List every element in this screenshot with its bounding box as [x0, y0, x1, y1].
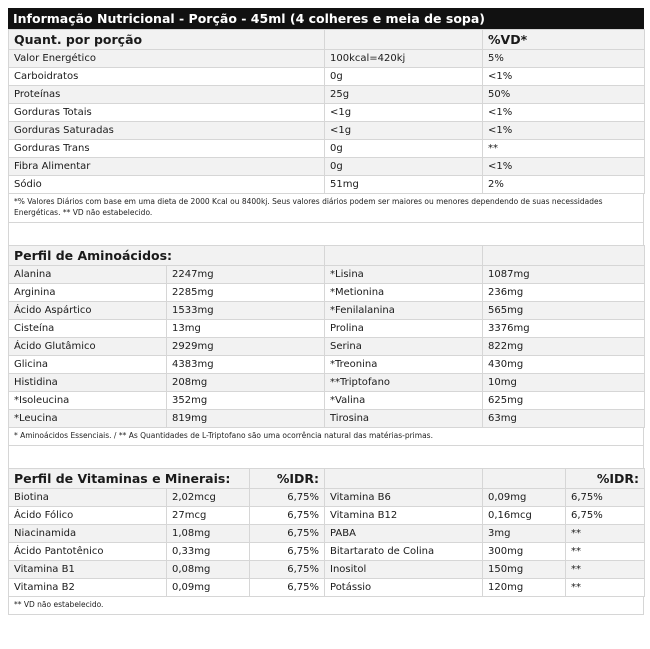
nutrition-row — [9, 140, 645, 158]
vitamin-amount: 150mg — [483, 561, 566, 579]
amino-row — [9, 338, 645, 356]
nutrition-row — [9, 50, 645, 68]
amino-name: Tirosina — [325, 410, 483, 428]
vitamin-amount: 0,08mg — [167, 561, 250, 579]
nutrition-row — [9, 104, 645, 122]
amino-row — [9, 266, 645, 284]
header-empty-cell — [325, 469, 483, 489]
amino-amount: 208mg — [167, 374, 325, 392]
amino-amount: 2247mg — [167, 266, 325, 284]
amino-name: *Fenilalanina — [325, 302, 483, 320]
vitamin-name: Inositol — [325, 561, 483, 579]
nutrient-vd: 5% — [483, 50, 645, 68]
vitamin-idr: 6,75% — [250, 525, 325, 543]
vitamins-table — [8, 468, 645, 597]
vitamin-idr: 6,75% — [250, 507, 325, 525]
nutrient-name: Gorduras Trans — [9, 140, 325, 158]
nutrient-vd: <1% — [483, 158, 645, 176]
amino-amount: 430mg — [483, 356, 645, 374]
amino-name: **Triptofano — [325, 374, 483, 392]
nutrient-name: Carboidratos — [9, 68, 325, 86]
serving-header: Quant. por porção — [9, 30, 325, 50]
amino-header-row — [9, 246, 645, 266]
nutrient-name: Gorduras Totais — [9, 104, 325, 122]
nutrition-row — [9, 68, 645, 86]
amino-amount: 1533mg — [167, 302, 325, 320]
nutrient-amount: <1g — [325, 122, 483, 140]
vitamin-idr: ** — [566, 525, 645, 543]
nutrient-amount: 0g — [325, 68, 483, 86]
amino-amount: 3376mg — [483, 320, 645, 338]
amino-name: *Isoleucina — [9, 392, 167, 410]
amino-name: *Treonina — [325, 356, 483, 374]
vitamin-idr: ** — [566, 561, 645, 579]
nutrition-footnote: *% Valores Diários com base em uma dieta de 2000 Kcal ou 8400kj. Seus valores diários podem ser maiores ou menores dependendo de suas necessidades Energéticas. ** VD não estabelecido. — [8, 194, 644, 223]
vitamin-idr: 6,75% — [250, 561, 325, 579]
vitamin-name: Biotina — [9, 489, 167, 507]
amino-amount: 2929mg — [167, 338, 325, 356]
amino-amount: 819mg — [167, 410, 325, 428]
vitamin-amount: 27mcg — [167, 507, 250, 525]
idr-header-right: %IDR: — [566, 469, 645, 489]
amino-row — [9, 374, 645, 392]
amino-amount: 565mg — [483, 302, 645, 320]
vitamin-idr: ** — [566, 543, 645, 561]
vitamins-header-row — [9, 469, 645, 489]
amino-header: Perfil de Aminoácidos: — [9, 246, 325, 266]
vitamin-idr: 6,75% — [566, 507, 645, 525]
vitamin-idr: 6,75% — [250, 543, 325, 561]
amino-row — [9, 284, 645, 302]
nutrition-row — [9, 122, 645, 140]
nutrient-amount: 0g — [325, 158, 483, 176]
vitamins-rows — [9, 489, 645, 597]
amino-name: *Valina — [325, 392, 483, 410]
nutrient-vd: ** — [483, 140, 645, 158]
vitamin-row — [9, 489, 645, 507]
amino-amount: 63mg — [483, 410, 645, 428]
nutrient-vd: <1% — [483, 68, 645, 86]
nutrient-amount: 0g — [325, 140, 483, 158]
section-spacer — [8, 446, 644, 468]
vitamin-amount: 1,08mg — [167, 525, 250, 543]
nutrition-table — [8, 29, 645, 194]
nutrient-amount: <1g — [325, 104, 483, 122]
vitamin-row — [9, 525, 645, 543]
nutrient-vd: <1% — [483, 122, 645, 140]
amino-amount: 4383mg — [167, 356, 325, 374]
label-title: Informação Nutricional - Porção - 45ml (4 colheres e meia de sopa) — [8, 8, 644, 29]
vitamin-amount: 3mg — [483, 525, 566, 543]
vitamin-name: Vitamina B2 — [9, 579, 167, 597]
section-spacer — [8, 223, 644, 245]
nutrient-vd: 2% — [483, 176, 645, 194]
amino-footnote: * Aminoácidos Essenciais. / ** As Quantidades de L-Triptofano são uma ocorrência natural das matérias-primas. — [8, 428, 644, 446]
amino-name: Histidina — [9, 374, 167, 392]
nutrition-row — [9, 158, 645, 176]
nutrition-rows — [9, 50, 645, 194]
amino-name: *Leucina — [9, 410, 167, 428]
vitamin-amount: 300mg — [483, 543, 566, 561]
vitamin-amount: 0,16mcg — [483, 507, 566, 525]
header-empty-cell — [483, 246, 645, 266]
vd-header: %VD* — [483, 30, 645, 50]
amino-row — [9, 356, 645, 374]
vitamin-name: Ácido Fólico — [9, 507, 167, 525]
vitamin-idr: ** — [566, 579, 645, 597]
nutrient-vd: 50% — [483, 86, 645, 104]
amino-name: *Lisina — [325, 266, 483, 284]
amino-row — [9, 302, 645, 320]
nutrition-label — [8, 8, 644, 615]
idr-header-left: %IDR: — [250, 469, 325, 489]
nutrition-header-row — [9, 30, 645, 50]
vitamin-idr: 6,75% — [566, 489, 645, 507]
vitamin-row — [9, 561, 645, 579]
nutrition-row — [9, 176, 645, 194]
vitamin-name: Vitamina B1 — [9, 561, 167, 579]
amino-name: Alanina — [9, 266, 167, 284]
nutrient-name: Gorduras Saturadas — [9, 122, 325, 140]
amino-row — [9, 320, 645, 338]
vitamin-idr: 6,75% — [250, 489, 325, 507]
nutrient-amount: 51mg — [325, 176, 483, 194]
amino-amount: 2285mg — [167, 284, 325, 302]
vitamin-amount: 0,09mg — [483, 489, 566, 507]
vitamin-name: Potássio — [325, 579, 483, 597]
vitamin-name: Vitamina B6 — [325, 489, 483, 507]
nutrient-name: Fibra Alimentar — [9, 158, 325, 176]
amino-name: Serina — [325, 338, 483, 356]
header-empty-cell — [325, 246, 483, 266]
amino-amount: 13mg — [167, 320, 325, 338]
amino-name: Cisteína — [9, 320, 167, 338]
amino-amount: 822mg — [483, 338, 645, 356]
vitamin-amount: 0,33mg — [167, 543, 250, 561]
vitamin-name: Vitamina B12 — [325, 507, 483, 525]
header-empty-cell — [325, 30, 483, 50]
vitamin-name: Bitartarato de Colina — [325, 543, 483, 561]
nutrient-name: Proteínas — [9, 86, 325, 104]
vitamin-amount: 0,09mg — [167, 579, 250, 597]
amino-rows — [9, 266, 645, 428]
amino-name: Ácido Aspártico — [9, 302, 167, 320]
amino-row — [9, 392, 645, 410]
amino-row — [9, 410, 645, 428]
vitamin-name: PABA — [325, 525, 483, 543]
vitamin-amount: 2,02mcg — [167, 489, 250, 507]
amino-amount: 352mg — [167, 392, 325, 410]
vitamin-row — [9, 507, 645, 525]
vitamin-name: Ácido Pantotênico — [9, 543, 167, 561]
amino-name: Glicina — [9, 356, 167, 374]
nutrition-row — [9, 86, 645, 104]
amino-name: Arginina — [9, 284, 167, 302]
vitamins-header: Perfil de Vitaminas e Minerais: — [9, 469, 250, 489]
amino-name: *Metionina — [325, 284, 483, 302]
amino-name: Prolina — [325, 320, 483, 338]
amino-amount: 236mg — [483, 284, 645, 302]
nutrient-amount: 25g — [325, 86, 483, 104]
amino-name: Ácido Glutâmico — [9, 338, 167, 356]
nutrient-vd: <1% — [483, 104, 645, 122]
amino-amount: 1087mg — [483, 266, 645, 284]
amino-amount: 625mg — [483, 392, 645, 410]
header-empty-cell — [483, 469, 566, 489]
nutrient-amount: 100kcal=420kj — [325, 50, 483, 68]
vitamin-name: Niacinamida — [9, 525, 167, 543]
amino-amount: 10mg — [483, 374, 645, 392]
vitamin-row — [9, 543, 645, 561]
vitamin-idr: 6,75% — [250, 579, 325, 597]
vitamin-row — [9, 579, 645, 597]
amino-table — [8, 245, 645, 428]
vitamin-amount: 120mg — [483, 579, 566, 597]
vitamins-footnote: ** VD não estabelecido. — [8, 597, 644, 615]
nutrient-name: Valor Energético — [9, 50, 325, 68]
nutrient-name: Sódio — [9, 176, 325, 194]
